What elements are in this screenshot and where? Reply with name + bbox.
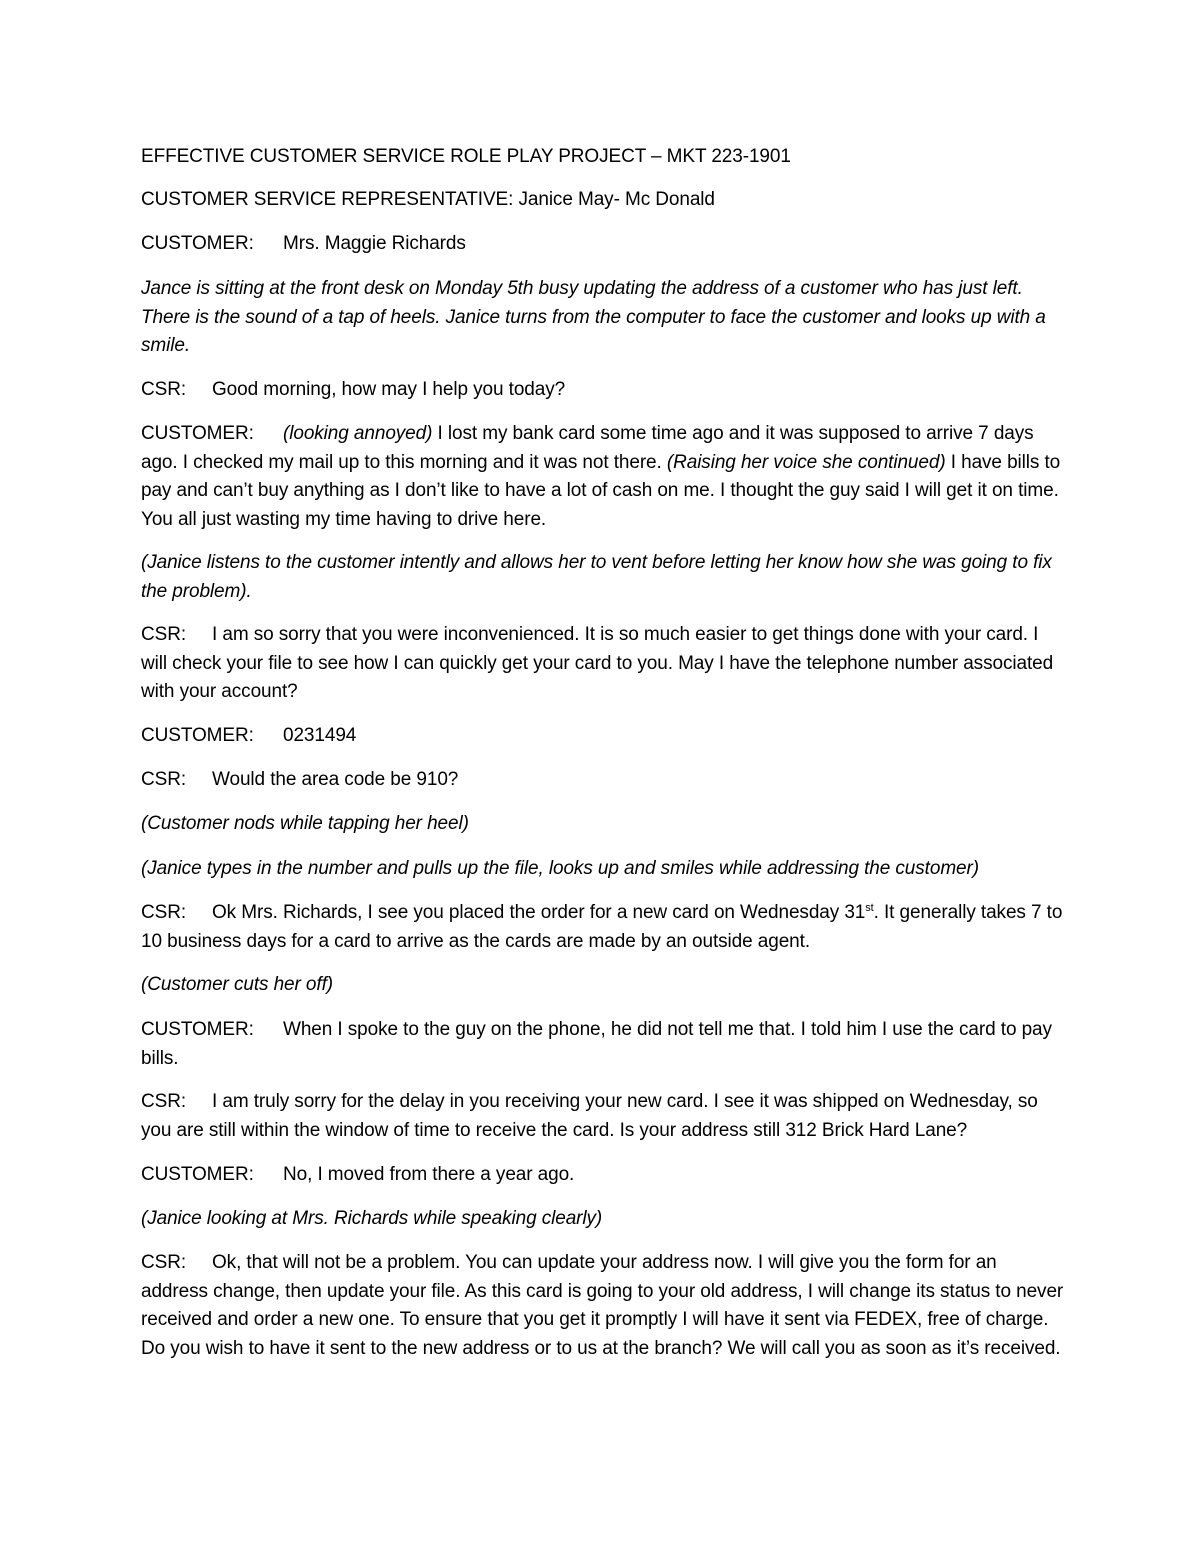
stage-direction-2: (Customer nods while tapping her heel) <box>141 813 469 834</box>
speaker-label: CUSTOMER: <box>141 725 254 746</box>
speaker-label: CSR: <box>141 1091 186 1112</box>
dialogue-text: I have bills to pay and can’t buy anything as I don’t like to have a lot of cash on me. I thought the guy said I will get it on time. You all just wasting my time having to drive here. <box>141 451 1061 530</box>
dialogue-text: I am truly sorry for the delay in you receiving your new card. I see it was shipped on Wednesday, so you are still within the window of time to receive the card. Is your address still 312 Brick Hard Lane? <box>141 1091 1038 1141</box>
speaker-label: CUSTOMER: <box>141 423 254 444</box>
dialogue-csr-4 <box>141 899 1066 956</box>
dialogue-customer-4 <box>141 1161 1066 1190</box>
customer-name: Mrs. Maggie Richards <box>283 233 466 254</box>
phone-number: 0231494 <box>283 725 357 746</box>
stage-direction-5: (Janice looking at Mrs. Richards while speaking clearly) <box>141 1208 603 1229</box>
dialogue-csr-1 <box>141 376 1066 405</box>
dialogue-text: When I spoke to the guy on the phone, he did not tell me that. I told him I use the card to pay bills. <box>141 1019 1052 1069</box>
dialogue-text: . It generally takes 7 to 10 business days for a card to arrive as the cards are made by an outside agent. <box>141 902 1063 952</box>
dialogue-text: Ok, that will not be a problem. You can update your address now. I will give you the form for an address change, then update your file. As this card is going to your old address, I will change its status to never received and order a new one. To ensure that you get it promptly I will have it sent via FEDEX, free of charge. Do you wish to have it sent to the new address or to us at the branch? We will call you as soon as it’s received. <box>141 1252 1064 1359</box>
dialogue-text: Good morning, how may I help you today? <box>212 379 566 400</box>
dialogue-customer-3 <box>141 1016 1066 1073</box>
dialogue-customer-2 <box>141 722 1066 751</box>
dialogue-text: No, I moved from there a year ago. <box>283 1164 575 1185</box>
dialogue-customer-1 <box>141 420 1066 534</box>
speaker-label: CSR: <box>141 1252 186 1273</box>
dialogue-csr-6 <box>141 1249 1066 1363</box>
stage-direction: (looking annoyed) <box>283 423 433 444</box>
speaker-label: CUSTOMER: <box>141 1019 254 1040</box>
document-title: EFFECTIVE CUSTOMER SERVICE ROLE PLAY PROJECT – MKT 223-1901 <box>141 146 791 167</box>
dialogue-text: Would the area code be 910? <box>212 769 459 790</box>
speaker-label: CSR: <box>141 902 186 923</box>
dialogue-text: Ok Mrs. Richards, I see you placed the order for a new card on Wednesday 31 <box>212 902 866 923</box>
csr-name-line: CUSTOMER SERVICE REPRESENTATIVE: Janice May- Mc Donald <box>141 189 715 210</box>
stage-direction-4: (Customer cuts her off) <box>141 974 333 995</box>
stage-direction: (Raising her voice she continued) <box>666 451 946 473</box>
dialogue-csr-2 <box>141 621 1066 707</box>
customer-name-line <box>141 230 1066 259</box>
dialogue-text: I lost my bank card some time ago and it was supposed to arrive 7 days ago. I checked my mail up to this morning and it was not there. <box>141 423 1034 473</box>
stage-direction-3: (Janice types in the number and pulls up the file, looks up and smiles while addressing the customer) <box>141 858 979 879</box>
speaker-label: CSR: <box>141 624 186 645</box>
scene-intro: Jance is sitting at the front desk on Monday 5th busy updating the address of a customer who has just left. There is the sound of a tap of heels. Janice turns from the computer to face the customer and looks up with a smile. <box>141 278 1046 357</box>
stage-direction-1: (Janice listens to the customer intently and allows her to vent before letting her know how she was going to fix the problem). <box>141 552 1052 602</box>
speaker-label: CUSTOMER: <box>141 233 254 254</box>
speaker-label: CSR: <box>141 379 186 400</box>
ordinal-suffix: st <box>865 902 874 914</box>
dialogue-csr-3 <box>141 766 1066 795</box>
dialogue-csr-5 <box>141 1088 1066 1145</box>
dialogue-text: I am so sorry that you were inconvenienced. It is so much easier to get things done with your card. I will check your file to see how I can quickly get your card to you. May I have the telephone number associated with your account? <box>141 624 1054 703</box>
speaker-label: CUSTOMER: <box>141 1164 254 1185</box>
speaker-label: CSR: <box>141 769 186 790</box>
